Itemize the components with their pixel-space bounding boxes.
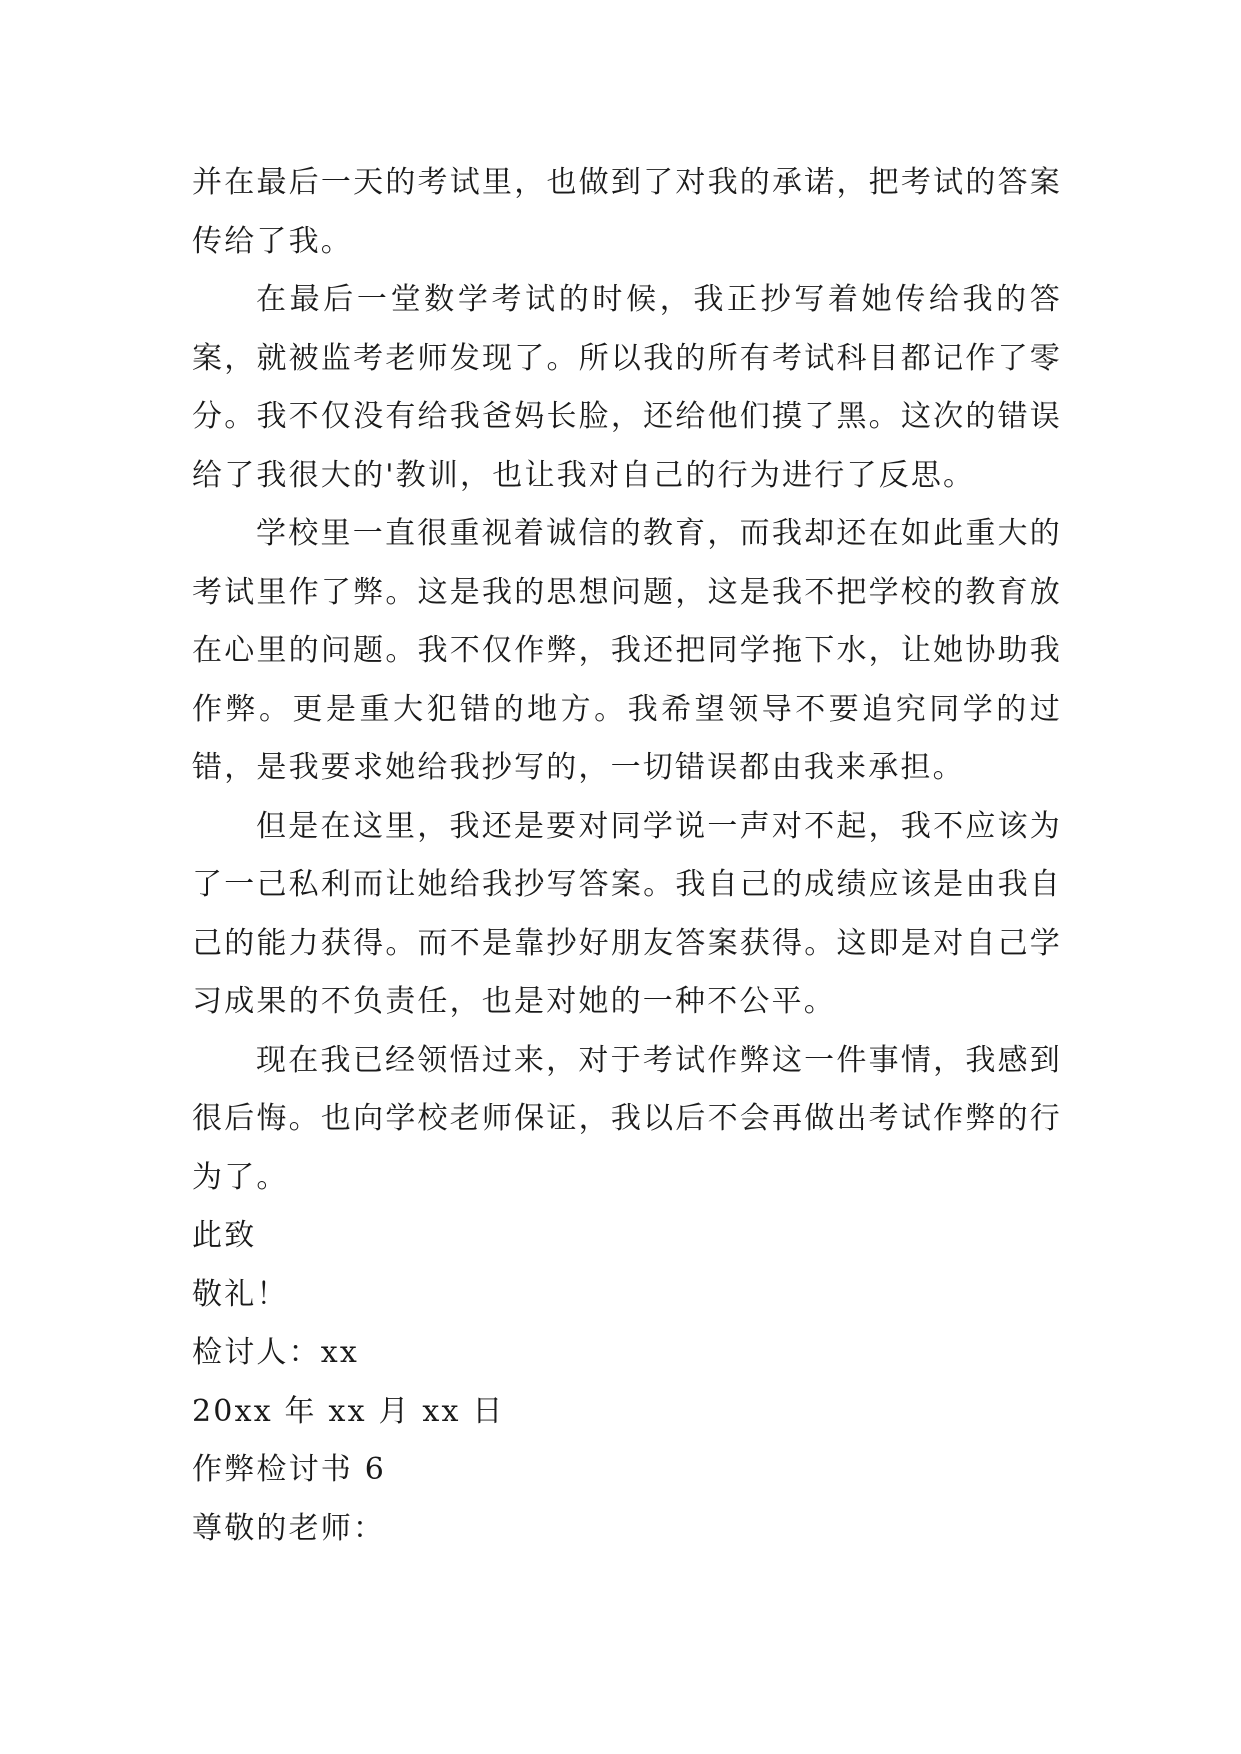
date-line: 20xx 年 xx 月 xx 日	[192, 1393, 505, 1429]
salutation-line: 尊敬的老师：	[192, 1510, 386, 1546]
next-section-title: 作弊检讨书 6	[192, 1452, 387, 1487]
signer-line: 检讨人：xx	[192, 1335, 360, 1370]
closing-line-2: 敬礼！	[192, 1276, 289, 1312]
paragraph-3: 学校里一直很重视着诚信的教育，而我却还在如此重大的考试里作了弊。这是我的思想问题，这是我不把学校的教育放在心里的问题。我不仅作弊，我还把同学拖下水，让她协助我作弊。更是重大犯错的地方。我希望领导不要追究同学的过错，是我要求她给我抄写的，一切错误都由我来承担。	[192, 516, 1062, 785]
document-body	[192, 154, 1062, 1558]
paragraph-2: 在最后一堂数学考试的时候，我正抄写着她传给我的答案，就被监考老师发现了。所以我的所有考试科目都记作了零分。我不仅没有给我爸妈长脸，还给他们摸了黑。这次的错误给了我很大的'教训，也让我对自己的行为进行了反思。	[192, 282, 1062, 493]
closing-line-1: 此致	[192, 1218, 257, 1253]
paragraph-1: 并在最后一天的考试里，也做到了对我的承诺，把考试的答案传给了我。	[192, 165, 1062, 259]
paragraph-4: 但是在这里，我还是要对同学说一声对不起，我不应该为了一己私利而让她给我抄写答案。我自己的成绩应该是由我自己的能力获得。而不是靠抄好朋友答案获得。这即是对自己学习成果的不负责任，也是对她的一种不公平。	[192, 808, 1062, 1019]
paragraph-5: 现在我已经领悟过来，对于考试作弊这一件事情，我感到很后悔。也向学校老师保证，我以后不会再做出考试作弊的行为了。	[192, 1042, 1062, 1195]
